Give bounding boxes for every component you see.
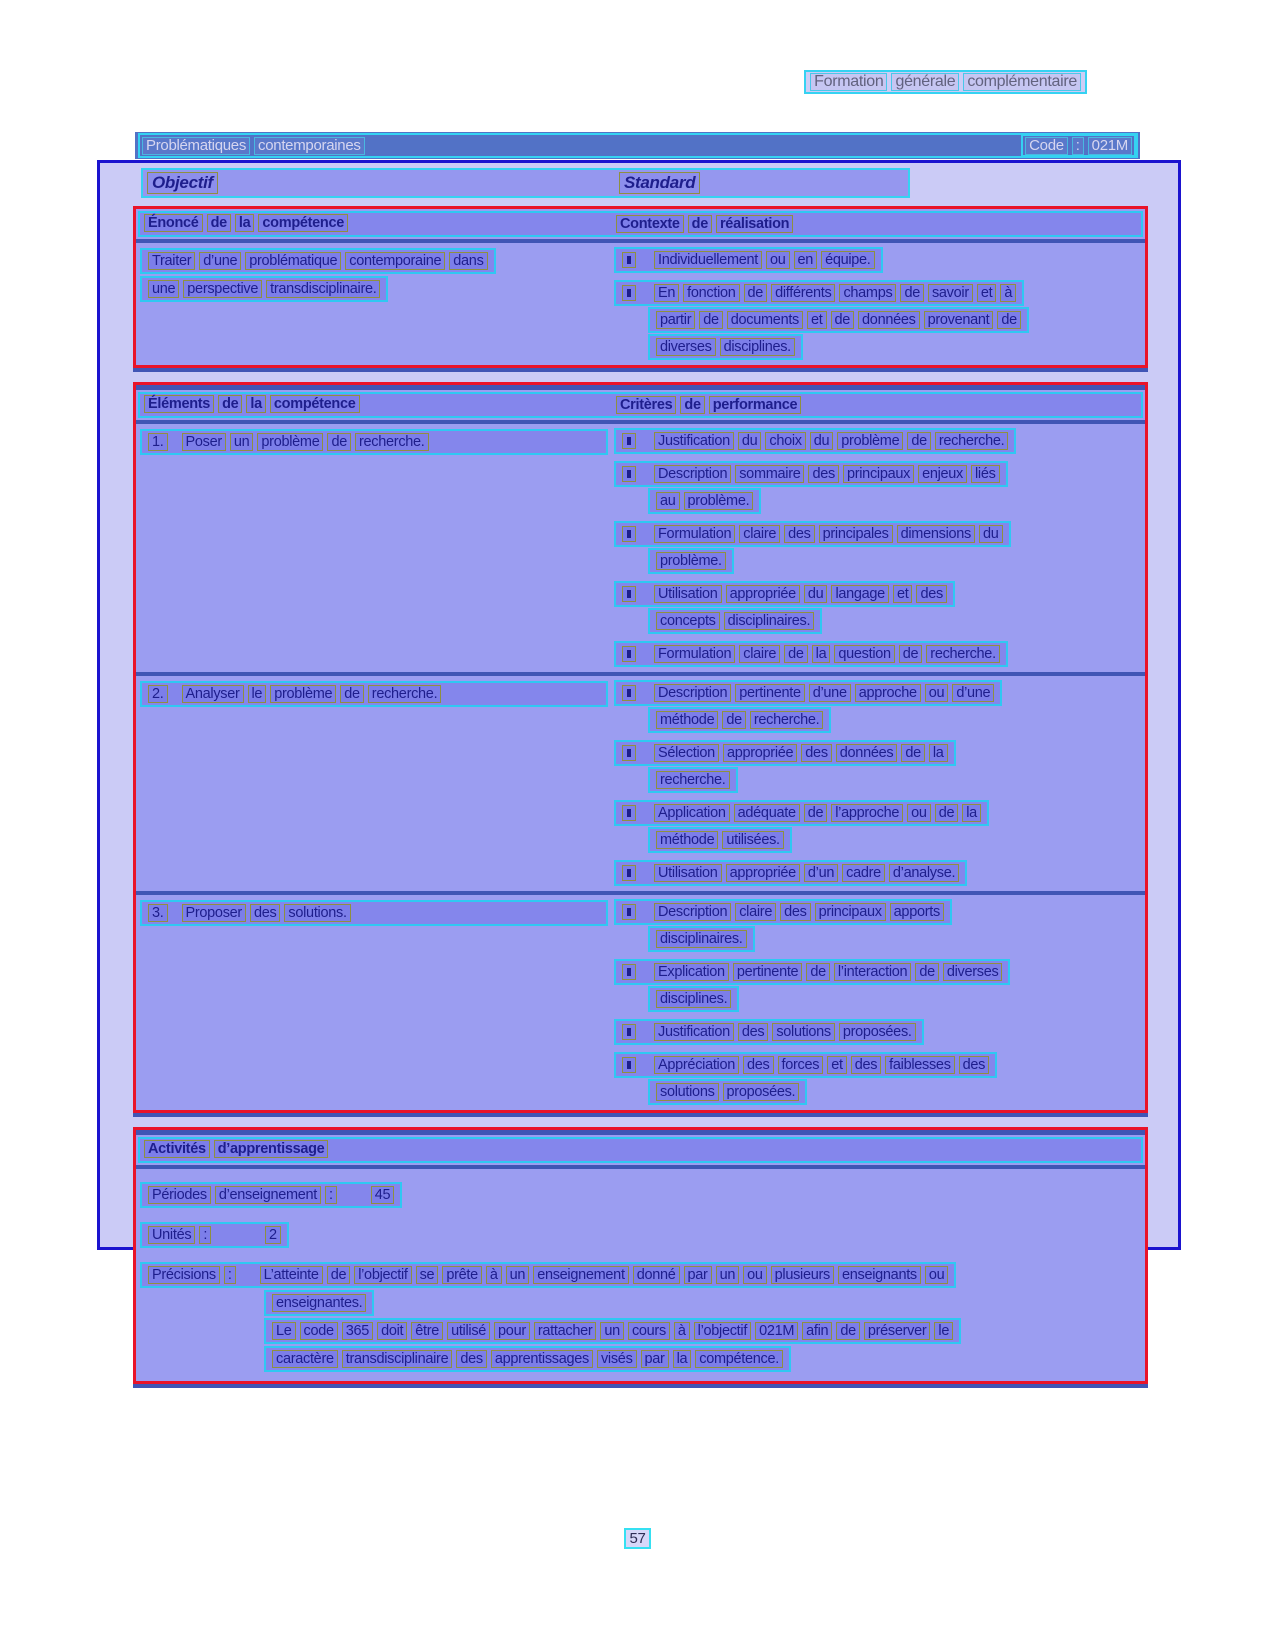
objectif-heading: Objectif (147, 172, 218, 194)
bullet-line (614, 461, 1008, 487)
precisions-line (264, 1318, 961, 1344)
precisions-first-line (140, 1262, 956, 1288)
bullet-item (614, 1019, 1141, 1045)
bullet-text: En fonction de différents champs de savoir et à (652, 283, 1018, 303)
bullet-icon (622, 904, 636, 920)
unites-row (138, 1221, 1145, 1249)
bullet-line (614, 521, 1011, 547)
enonce-header: Énoncé de la compétence (142, 213, 350, 233)
bullet-line-continuation (648, 307, 1029, 333)
bullet-text: Formulation claire de la question de recherche. (652, 644, 1002, 664)
precisions-text: L’atteinte de l’objectif se prête à un enseignement donné par un ou plusieurs enseignants ou (258, 1265, 951, 1285)
statement-line (140, 276, 388, 302)
bullet-line (614, 1052, 997, 1078)
bullet-item (614, 899, 1141, 952)
title-bar-line-box (138, 133, 1138, 158)
bullet-text: Utilisation appropriée du langage et des (652, 584, 949, 604)
bullet-line (614, 280, 1024, 306)
periodes-value: 45 (371, 1186, 395, 1204)
element-row-2 (136, 676, 1145, 891)
bullet-line (614, 899, 952, 925)
bullet-item (614, 740, 1141, 793)
bullet-icon (622, 805, 636, 821)
criteres-bullets (614, 680, 1145, 888)
precisions-line (264, 1290, 374, 1316)
elements-header-row (138, 392, 1143, 418)
bullet-line-continuation (648, 548, 734, 574)
element-item-cell (136, 899, 614, 1107)
competence-statement (136, 247, 614, 362)
bullet-text: Individuellement ou en équipe. (652, 250, 877, 270)
precisions-row (138, 1261, 1145, 1373)
bullet-text: recherche. (654, 770, 732, 790)
bullet-item (614, 428, 1141, 454)
section-elements (133, 382, 1148, 1113)
bullet-item (614, 680, 1141, 733)
statement-line (140, 248, 496, 274)
bullet-line-continuation (648, 488, 761, 514)
bullet-text: Utilisation appropriée d’un cadre d’analyse. (652, 863, 961, 883)
standard-heading-wrap (617, 171, 702, 195)
unites-value: 2 (265, 1226, 281, 1244)
periodes-line (140, 1182, 402, 1208)
page-number: 57 (624, 1528, 650, 1549)
bullet-text: Description sommaire des principaux enjeux liés (652, 464, 1002, 484)
bullet-icon (622, 745, 636, 761)
bullet-line (614, 641, 1008, 667)
bullet-line-continuation (648, 986, 739, 1012)
bullet-line-continuation (648, 767, 738, 793)
criteres-bullets (614, 899, 1145, 1107)
item-number: 2. (148, 685, 168, 703)
bullet-text: au problème. (654, 491, 755, 511)
bullet-icon (622, 526, 636, 542)
table-border-band (136, 1130, 1145, 1135)
bullet-text: Description claire des principaux apports (652, 902, 946, 922)
bullet-text: Formulation claire des principales dimensions du (652, 524, 1005, 544)
bullet-icon (622, 964, 636, 980)
bullet-line-continuation (648, 334, 803, 360)
unites-label: Unités : (146, 1225, 213, 1245)
standard-heading: Standard (619, 172, 700, 194)
bullet-text: Application adéquate de l’approche ou de la (652, 803, 983, 823)
bullet-item (614, 1052, 1141, 1105)
precisions-text: enseignantes. (270, 1293, 368, 1313)
element-item-cell (136, 680, 614, 888)
bullet-text: Explication pertinente de l’interaction de diverses (652, 962, 1004, 982)
bullet-text: disciplines. (654, 989, 733, 1009)
criteres-header: Critères de performance (614, 395, 803, 415)
bullet-icon (622, 285, 636, 301)
bullet-icon (622, 586, 636, 602)
contexte-header: Contexte de réalisation (614, 214, 795, 234)
bullet-icon (622, 252, 636, 268)
bullet-line (614, 860, 967, 886)
bullet-text: Sélection appropriée des données de la (652, 743, 950, 763)
bullet-line-continuation (648, 926, 755, 952)
bullet-item (614, 860, 1141, 886)
bullet-text: concepts disciplinaires. (654, 611, 816, 631)
activites-header: Activités d’apprentissage (142, 1139, 330, 1159)
bullet-text: disciplinaires. (654, 929, 749, 949)
bullet-line (614, 740, 956, 766)
bullet-line-continuation (648, 608, 822, 634)
title-bar (135, 132, 1140, 159)
bullet-item (614, 280, 1141, 360)
bullet-icon (622, 685, 636, 701)
element-item-line (140, 429, 608, 455)
bullet-text: méthode utilisées. (654, 830, 786, 850)
bullet-line (614, 247, 883, 273)
bullet-text: partir de documents et de données provenant de (654, 310, 1023, 330)
statement-text: une perspective transdisciplinaire. (146, 279, 382, 299)
bullet-icon (622, 1057, 636, 1073)
elements-header: Éléments de la compétence (142, 394, 362, 414)
bullet-item (614, 581, 1141, 634)
precisions-label: Précisions : (146, 1265, 238, 1285)
enonce-header-row (138, 211, 1143, 237)
item-text: Poser un problème de recherche. (180, 432, 431, 452)
objectif-standard-row (141, 168, 910, 198)
bullet-item (614, 800, 1141, 853)
bullet-icon (622, 865, 636, 881)
bullet-line (614, 581, 955, 607)
page-footer (0, 1528, 1275, 1549)
precisions-text: Le code 365 doit être utilisé pour rattacher un cours à l’objectif 021M afin de préserver le (270, 1321, 955, 1341)
element-row-3 (136, 895, 1145, 1110)
bullet-line (614, 428, 1016, 454)
contexte-bullets (614, 247, 1145, 362)
bullet-line-continuation (648, 827, 792, 853)
bullet-item (614, 247, 1141, 273)
criteres-bullets (614, 428, 1145, 669)
element-row-1 (136, 424, 1145, 672)
bullet-text: Appréciation des forces et des faiblesses des (652, 1055, 991, 1075)
statement-text: Traiter d’une problématique contemporaine dans (146, 251, 490, 271)
section-activites (133, 1127, 1148, 1384)
bullet-item (614, 461, 1141, 514)
bullet-line (614, 959, 1010, 985)
bullet-line (614, 1019, 924, 1045)
divider (136, 1165, 1145, 1169)
element-item-cell (136, 428, 614, 669)
bullet-text: solutions proposées. (654, 1082, 801, 1102)
table-border-band (136, 385, 1145, 390)
bullet-text: Justification du choix du problème de recherche. (652, 431, 1010, 451)
item-text: Proposer des solutions. (180, 903, 353, 923)
section-enonce (133, 206, 1148, 368)
enonce-content-row (136, 243, 1145, 365)
bullet-text: problème. (654, 551, 728, 571)
item-text: Analyser le problème de recherche. (180, 684, 444, 704)
unites-line (140, 1222, 289, 1248)
content-panel (97, 160, 1181, 1367)
objectif-heading-wrap (145, 171, 220, 195)
course-code: Code : 021M (1023, 137, 1134, 155)
element-item-line (140, 900, 608, 926)
running-header (804, 70, 1087, 94)
course-code-box (1021, 134, 1136, 157)
bullet-line (614, 800, 989, 826)
bullet-text: diverses disciplines. (654, 337, 797, 357)
bullet-line (614, 680, 1002, 706)
precisions-text: caractère transdisciplinaire des apprentissages visés par la compétence. (270, 1349, 785, 1369)
item-number: 3. (148, 904, 168, 922)
bullet-text: méthode de recherche. (654, 710, 825, 730)
periodes-label: Périodes d’enseignement : (146, 1185, 339, 1205)
bullet-item (614, 641, 1141, 667)
bullet-item (614, 959, 1141, 1012)
running-header-label: Formation générale complémentaire (804, 70, 1087, 94)
bullet-line-continuation (648, 707, 831, 733)
element-item-line (140, 681, 608, 707)
bullet-item (614, 521, 1141, 574)
course-title: Problématiques contemporaines (140, 137, 367, 155)
bullet-icon (622, 433, 636, 449)
activites-header-row (138, 1137, 1143, 1163)
bullet-icon (622, 646, 636, 662)
item-number: 1. (148, 433, 168, 451)
bullet-text: Justification des solutions proposées. (652, 1022, 918, 1042)
bullet-line-continuation (648, 1079, 807, 1105)
bullet-icon (622, 1024, 636, 1040)
bullet-text: Description pertinente d’une approche ou d’une (652, 683, 996, 703)
bullet-icon (622, 466, 636, 482)
precisions-line (264, 1346, 791, 1372)
periodes-row (138, 1181, 1145, 1209)
